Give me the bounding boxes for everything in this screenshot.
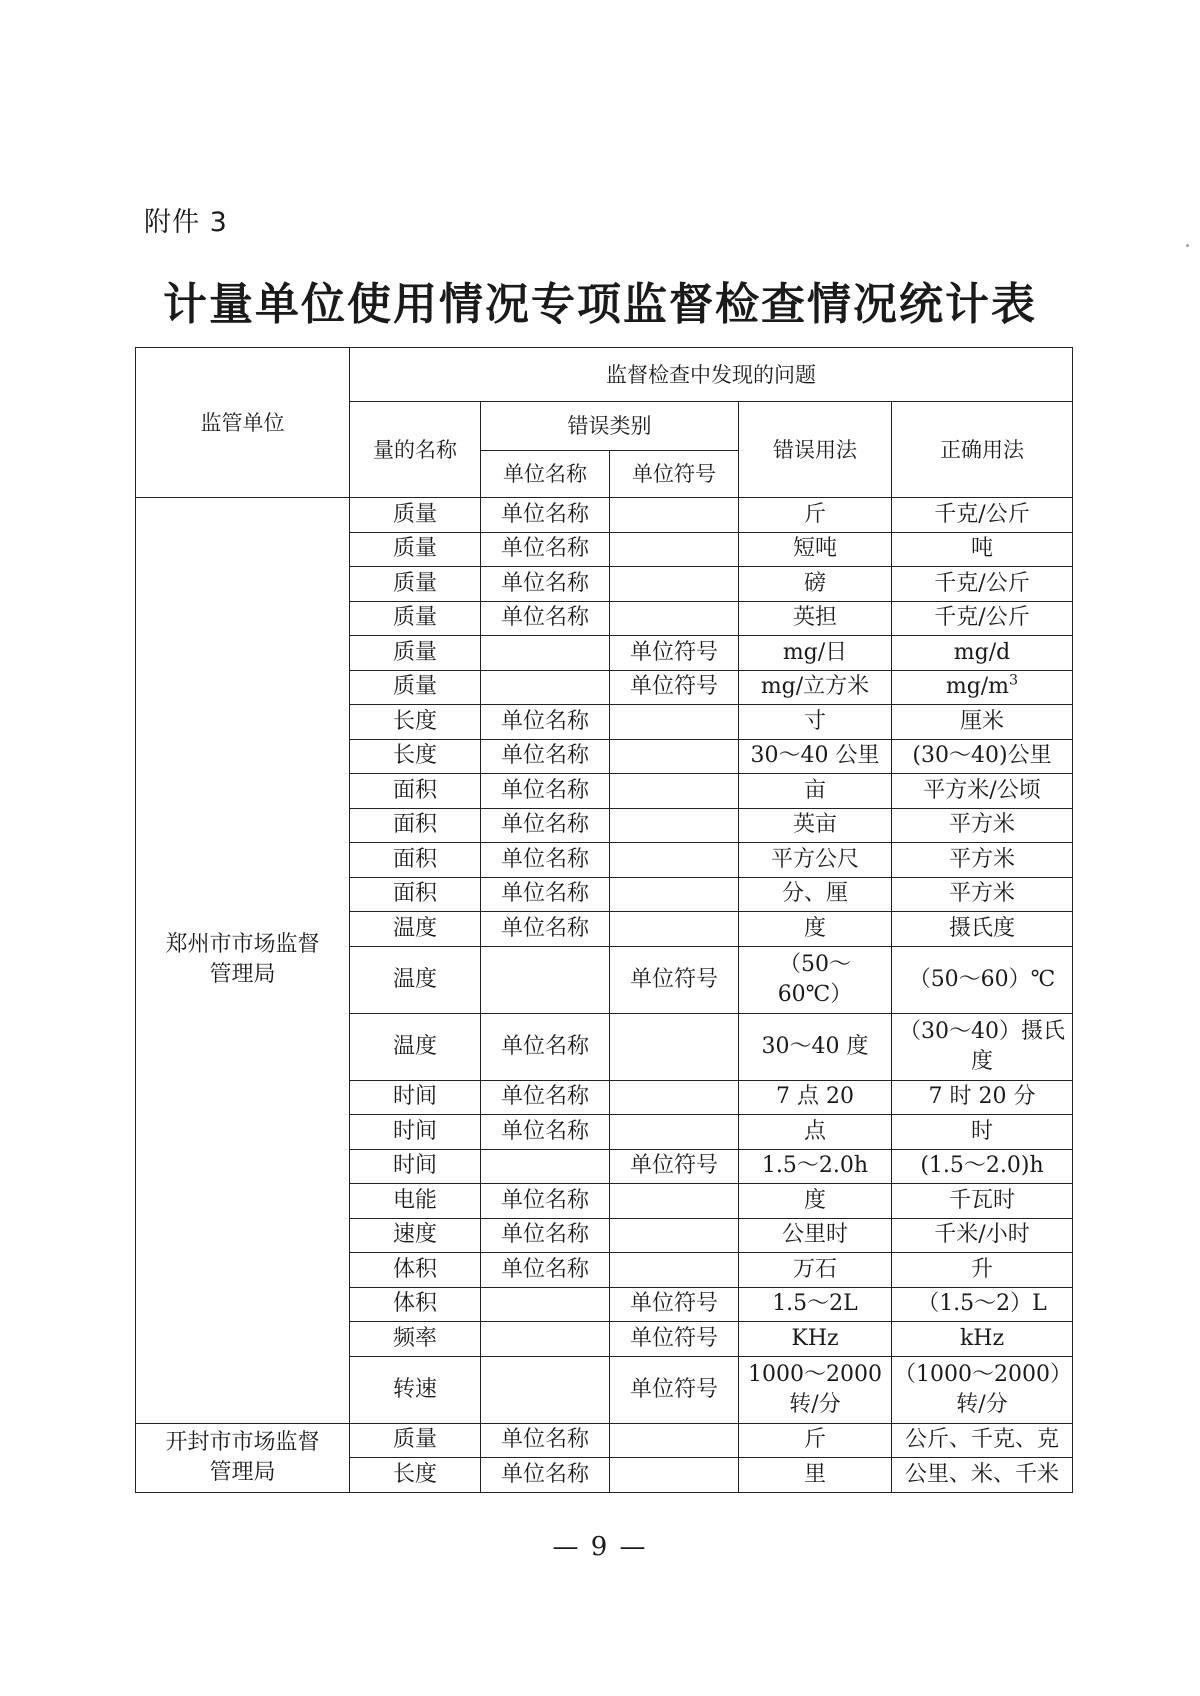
correct-usage-text: 千瓦时 — [948, 1187, 1015, 1213]
unit-symbol-error-cell: 单位符号 — [610, 1149, 739, 1184]
wrong-usage-text: 寸 — [803, 708, 826, 734]
correct-usage-line: 转/分 — [956, 1391, 1008, 1417]
unit-symbol-error-cell — [610, 774, 739, 809]
correct-usage-cell — [892, 705, 1073, 740]
wrong-usage-text: 磅 — [803, 570, 826, 596]
correct-usage-text: 千克/公斤 — [934, 570, 1030, 596]
wrong-usage-text: mg/日 — [782, 639, 848, 665]
wrong-usage-text: 英亩 — [792, 812, 837, 838]
unit-symbol-error-cell — [610, 1184, 739, 1219]
correct-usage-text: 平方米 — [948, 812, 1015, 838]
correct-usage-text: 公里、米、千米 — [904, 1461, 1059, 1487]
wrong-usage-cell — [739, 1287, 892, 1322]
correct-usage-text: 平方米/公顷 — [923, 777, 1041, 803]
unit-name-error-cell: 单位名称 — [481, 774, 610, 809]
wrong-usage-text: 里 — [803, 1461, 826, 1487]
supervising-unit-cell — [136, 1423, 350, 1492]
unit-symbol-error-cell — [610, 808, 739, 843]
superscript: 3 — [1009, 672, 1019, 689]
correct-usage-cell — [892, 1218, 1073, 1253]
correct-usage-cell — [892, 532, 1073, 567]
quantity-name-cell: 体积 — [350, 1287, 481, 1322]
correct-usage-cell — [892, 567, 1073, 602]
header-unit-symbol: 单位符号 — [610, 451, 739, 498]
wrong-usage-cell — [739, 1149, 892, 1184]
quantity-name-cell: 速度 — [350, 1218, 481, 1253]
unit-name-error-cell: 单位名称 — [481, 1253, 610, 1288]
unit-symbol-error-cell — [610, 532, 739, 567]
correct-usage-cell — [892, 498, 1073, 533]
quantity-name-cell: 时间 — [350, 1149, 481, 1184]
wrong-usage-cell — [739, 1458, 892, 1493]
supervising-unit-line: 开封市市场监督 — [165, 1429, 320, 1455]
wrong-usage-cell — [739, 1423, 892, 1458]
correct-usage-text: 千克/公斤 — [934, 501, 1030, 527]
quantity-name-cell: 温度 — [350, 946, 481, 1013]
document-title: 计量单位使用情况专项监督检查情况统计表 — [163, 279, 1037, 330]
correct-usage-cell — [892, 1287, 1073, 1322]
correct-usage-text: 平方米 — [948, 846, 1015, 872]
correct-usage-cell — [892, 739, 1073, 774]
unit-symbol-error-cell — [610, 739, 739, 774]
unit-name-error-cell: 单位名称 — [481, 1080, 610, 1115]
unit-name-error-cell: 单位名称 — [481, 498, 610, 533]
unit-name-error-cell: 单位名称 — [481, 532, 610, 567]
unit-symbol-error-cell — [610, 1253, 739, 1288]
unit-name-error-cell — [481, 670, 610, 705]
wrong-usage-text: 平方公尺 — [770, 846, 859, 872]
unit-symbol-error-cell — [610, 1458, 739, 1493]
header-error-category: 错误类别 — [481, 402, 739, 451]
header-supervising-unit: 监管单位 — [136, 348, 350, 498]
supervising-unit-line: 管理局 — [209, 1459, 276, 1485]
wrong-usage-cell — [739, 1013, 892, 1080]
quantity-name-cell: 质量 — [350, 601, 481, 636]
quantity-name-cell: 长度 — [350, 739, 481, 774]
unit-symbol-error-cell — [610, 498, 739, 533]
correct-usage-line: （30～40）摄氏 — [899, 1018, 1065, 1044]
correct-usage-text: mg/d — [953, 639, 1011, 665]
wrong-usage-cell — [739, 843, 892, 878]
unit-name-error-cell: 单位名称 — [481, 1184, 610, 1219]
correct-usage-cell — [892, 912, 1073, 947]
page-number: — 9 — — [552, 1532, 648, 1562]
unit-name-error-cell: 单位名称 — [481, 1218, 610, 1253]
correct-usage-text: （50～60）℃ — [908, 966, 1056, 992]
wrong-usage-cell — [739, 705, 892, 740]
correct-usage-text: 升 — [970, 1256, 993, 1282]
wrong-usage-text: 万石 — [792, 1256, 837, 1282]
unit-symbol-error-cell: 单位符号 — [610, 636, 739, 671]
unit-symbol-error-cell — [610, 1080, 739, 1115]
table-row — [136, 498, 1073, 533]
wrong-usage-text: 度 — [803, 915, 826, 941]
quantity-name-cell: 质量 — [350, 567, 481, 602]
quantity-name-cell: 质量 — [350, 1423, 481, 1458]
correct-usage-cell — [892, 1253, 1073, 1288]
wrong-usage-cell — [739, 1356, 892, 1423]
wrong-usage-text: 度 — [803, 1187, 826, 1213]
wrong-usage-cell — [739, 1080, 892, 1115]
unit-name-error-cell: 单位名称 — [481, 912, 610, 947]
correct-usage-text: mg/m — [945, 674, 1010, 700]
correct-usage-cell — [892, 774, 1073, 809]
wrong-usage-text: mg/立方米 — [760, 674, 870, 700]
unit-symbol-error-cell — [610, 912, 739, 947]
wrong-usage-cell — [739, 808, 892, 843]
quantity-name-cell: 面积 — [350, 774, 481, 809]
header-problems-found: 监督检查中发现的问题 — [350, 348, 1073, 402]
unit-symbol-error-cell: 单位符号 — [610, 670, 739, 705]
wrong-usage-text: KHz — [791, 1325, 839, 1351]
unit-symbol-error-cell — [610, 601, 739, 636]
correct-usage-cell — [892, 1115, 1073, 1150]
unit-symbol-error-cell — [610, 1013, 739, 1080]
quantity-name-cell: 质量 — [350, 670, 481, 705]
correct-usage-text: 千米/小时 — [934, 1222, 1030, 1248]
correct-usage-text: 公斤、千克、克 — [904, 1427, 1059, 1453]
correct-usage-text: 吨 — [970, 536, 993, 562]
quantity-name-cell: 质量 — [350, 532, 481, 567]
wrong-usage-cell — [739, 912, 892, 947]
unit-name-error-cell: 单位名称 — [481, 877, 610, 912]
correct-usage-cell — [892, 877, 1073, 912]
wrong-usage-line: 1000～2000 — [748, 1361, 882, 1387]
unit-name-error-cell: 单位名称 — [481, 1013, 610, 1080]
wrong-usage-text: 公里时 — [781, 1222, 848, 1248]
unit-name-error-cell: 单位名称 — [481, 1115, 610, 1150]
wrong-usage-text: 7 点 20 — [776, 1084, 854, 1110]
correct-usage-cell — [892, 1013, 1073, 1080]
unit-symbol-error-cell: 单位符号 — [610, 1287, 739, 1322]
wrong-usage-text: 30～40 度 — [761, 1033, 869, 1059]
unit-symbol-error-cell — [610, 1218, 739, 1253]
wrong-usage-text: 分、厘 — [781, 881, 848, 907]
wrong-usage-text: 1.5～2.0h — [761, 1153, 869, 1179]
wrong-usage-line: 60℃） — [777, 981, 853, 1007]
quantity-name-cell: 长度 — [350, 705, 481, 740]
wrong-usage-line: 转/分 — [789, 1391, 841, 1417]
wrong-usage-text: 斤 — [803, 501, 826, 527]
correct-usage-text: 厘米 — [959, 708, 1004, 734]
correct-usage-cell — [892, 601, 1073, 636]
wrong-usage-text: 短吨 — [792, 536, 837, 562]
quantity-name-cell: 面积 — [350, 843, 481, 878]
supervising-unit-cell — [136, 498, 350, 1424]
quantity-name-cell: 面积 — [350, 877, 481, 912]
quantity-name-cell: 体积 — [350, 1253, 481, 1288]
wrong-usage-cell — [739, 946, 892, 1013]
quantity-name-cell: 频率 — [350, 1322, 481, 1357]
wrong-usage-cell — [739, 498, 892, 533]
correct-usage-text: 7 时 20 分 — [928, 1084, 1036, 1110]
wrong-usage-cell — [739, 636, 892, 671]
unit-name-error-cell — [481, 946, 610, 1013]
wrong-usage-cell — [739, 1218, 892, 1253]
quantity-name-cell: 质量 — [350, 636, 481, 671]
supervising-unit-line: 郑州市市场监督 — [165, 932, 320, 958]
quantity-name-cell: 长度 — [350, 1458, 481, 1493]
table-body — [136, 498, 1073, 1493]
correct-usage-cell — [892, 1184, 1073, 1219]
wrong-usage-cell — [739, 601, 892, 636]
correct-usage-text: 摄氏度 — [948, 915, 1015, 941]
wrong-usage-text: 点 — [803, 1118, 826, 1144]
unit-name-error-cell: 单位名称 — [481, 843, 610, 878]
wrong-usage-cell — [739, 877, 892, 912]
unit-symbol-error-cell — [610, 567, 739, 602]
correct-usage-cell — [892, 1149, 1073, 1184]
unit-name-error-cell — [481, 1322, 610, 1357]
header-unit-name: 单位名称 — [481, 451, 610, 498]
statistics-table — [135, 347, 1073, 1493]
correct-usage-text: 时 — [970, 1118, 993, 1144]
unit-name-error-cell: 单位名称 — [481, 739, 610, 774]
correct-usage-text: kHz — [959, 1325, 1005, 1351]
quantity-name-cell: 电能 — [350, 1184, 481, 1219]
binding-mark — [1186, 244, 1189, 247]
wrong-usage-cell — [739, 1253, 892, 1288]
wrong-usage-line: （50～ — [779, 951, 851, 977]
correct-usage-cell — [892, 1423, 1073, 1458]
unit-symbol-error-cell — [610, 843, 739, 878]
unit-name-error-cell: 单位名称 — [481, 808, 610, 843]
wrong-usage-cell — [739, 774, 892, 809]
correct-usage-cell — [892, 946, 1073, 1013]
quantity-name-cell: 温度 — [350, 912, 481, 947]
header-correct-usage: 正确用法 — [892, 402, 1073, 498]
quantity-name-cell: 时间 — [350, 1115, 481, 1150]
correct-usage-cell — [892, 1356, 1073, 1423]
wrong-usage-cell — [739, 670, 892, 705]
wrong-usage-cell — [739, 739, 892, 774]
unit-symbol-error-cell — [610, 1423, 739, 1458]
wrong-usage-cell — [739, 1115, 892, 1150]
correct-usage-text: (30～40)公里 — [912, 743, 1052, 769]
unit-name-error-cell — [481, 1287, 610, 1322]
unit-symbol-error-cell — [610, 705, 739, 740]
unit-name-error-cell: 单位名称 — [481, 567, 610, 602]
quantity-name-cell: 时间 — [350, 1080, 481, 1115]
unit-symbol-error-cell: 单位符号 — [610, 1322, 739, 1357]
quantity-name-cell: 转速 — [350, 1356, 481, 1423]
correct-usage-cell — [892, 1080, 1073, 1115]
header-quantity-name: 量的名称 — [350, 402, 481, 498]
wrong-usage-cell — [739, 1322, 892, 1357]
wrong-usage-text: 斤 — [803, 1427, 826, 1453]
correct-usage-text: 千克/公斤 — [934, 605, 1030, 631]
correct-usage-line: （1000～2000） — [894, 1361, 1072, 1387]
wrong-usage-text: 30～40 公里 — [750, 743, 880, 769]
correct-usage-cell — [892, 1458, 1073, 1493]
unit-name-error-cell: 单位名称 — [481, 1458, 610, 1493]
wrong-usage-text: 1.5～2L — [772, 1291, 858, 1317]
quantity-name-cell: 质量 — [350, 498, 481, 533]
unit-symbol-error-cell — [610, 1115, 739, 1150]
attachment-label: 附件 3 — [144, 207, 228, 238]
quantity-name-cell: 面积 — [350, 808, 481, 843]
wrong-usage-text: 亩 — [803, 777, 826, 803]
unit-symbol-error-cell: 单位符号 — [610, 1356, 739, 1423]
unit-name-error-cell — [481, 1149, 610, 1184]
unit-name-error-cell: 单位名称 — [481, 705, 610, 740]
wrong-usage-cell — [739, 532, 892, 567]
supervising-unit-line: 管理局 — [209, 962, 276, 988]
quantity-name-cell: 温度 — [350, 1013, 481, 1080]
correct-usage-cell — [892, 808, 1073, 843]
header-wrong-usage: 错误用法 — [739, 402, 892, 498]
unit-name-error-cell — [481, 1356, 610, 1423]
unit-name-error-cell: 单位名称 — [481, 1423, 610, 1458]
correct-usage-cell — [892, 1322, 1073, 1357]
correct-usage-text: (1.5～2.0)h — [920, 1153, 1044, 1179]
table-row — [136, 1423, 1073, 1458]
unit-name-error-cell — [481, 636, 610, 671]
correct-usage-line: 度 — [970, 1048, 993, 1074]
correct-usage-cell — [892, 843, 1073, 878]
unit-symbol-error-cell — [610, 877, 739, 912]
correct-usage-text: 平方米 — [948, 881, 1015, 907]
unit-name-error-cell: 单位名称 — [481, 601, 610, 636]
wrong-usage-text: 英担 — [792, 605, 837, 631]
correct-usage-cell — [892, 636, 1073, 671]
correct-usage-cell — [892, 670, 1073, 705]
wrong-usage-cell — [739, 1184, 892, 1219]
wrong-usage-cell — [739, 567, 892, 602]
correct-usage-text: （1.5～2）L — [917, 1291, 1047, 1317]
unit-symbol-error-cell: 单位符号 — [610, 946, 739, 1013]
